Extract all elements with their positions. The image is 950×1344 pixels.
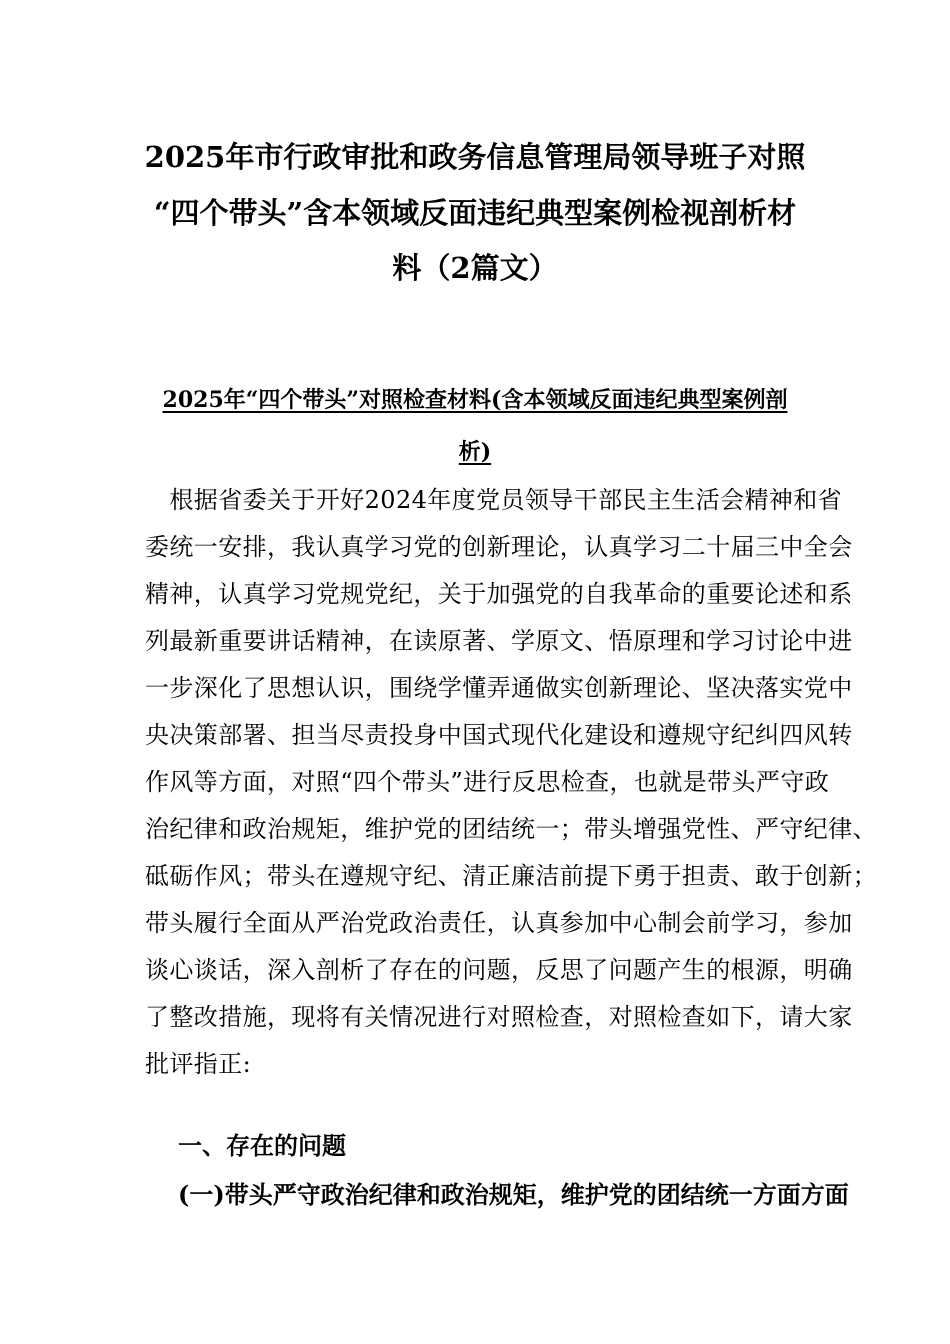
subtitle-line: 2025年“四个带头”对照检查材料(含本领域反面违纪典型案例剖 bbox=[162, 387, 788, 413]
body-line: 委统一安排，我认真学习党的创新理论，认真学习二十届三中全会 bbox=[145, 533, 853, 561]
body-line: 谈心谈话，深入剖析了存在的问题，反思了问题产生的根源，明确 bbox=[145, 956, 853, 984]
body-line: 砥砺作风；带头在遵规守纪、清正廉洁前提下勇于担责、敢于创新； bbox=[145, 862, 877, 890]
subsection-heading: (一)带头严守政治纪律和政治规矩，维护党的团结统一方面方面 bbox=[178, 1180, 849, 1209]
body-line: 作风等方面，对照“四个带头”进行反思检查，也就是带头严守政 bbox=[145, 768, 830, 796]
body-line: 根据省委关于开好2024年度党员领导干部民主生活会精神和省 bbox=[145, 486, 843, 514]
title-line: 料（2篇文） bbox=[392, 251, 558, 285]
body-line: 列最新重要讲话精神，在读原著、学原文、悟原理和学习讨论中进 bbox=[145, 627, 853, 655]
body-line: 治纪律和政治规矩，维护党的团结统一；带头增强党性、严守纪律、 bbox=[145, 815, 877, 843]
title-line: 2025年市行政审批和政务信息管理局领导班子对照 bbox=[144, 140, 806, 174]
body-line: 了整改措施，现将有关情况进行对照检查，对照检查如下，请大家 bbox=[145, 1003, 853, 1031]
section-heading: 一、存在的问题 bbox=[178, 1131, 346, 1160]
body-line: 精神，认真学习党规党纪，关于加强党的自我革命的重要论述和系 bbox=[145, 580, 853, 608]
body-line: 带头履行全面从严治党政治责任，认真参加中心制会前学习，参加 bbox=[145, 909, 853, 937]
body-line: 批评指正: bbox=[145, 1050, 252, 1078]
subtitle-line: 析) bbox=[458, 439, 492, 465]
body-line: 央决策部署、担当尽责投身中国式现代化建设和遵规守纪纠四风转 bbox=[145, 721, 853, 749]
title-line: “四个带头”含本领域反面违纪典型案例检视剖析材 bbox=[153, 196, 797, 230]
body-line: 一步深化了思想认识，围绕学懂弄通做实创新理论、坚决落实党中 bbox=[145, 674, 853, 702]
